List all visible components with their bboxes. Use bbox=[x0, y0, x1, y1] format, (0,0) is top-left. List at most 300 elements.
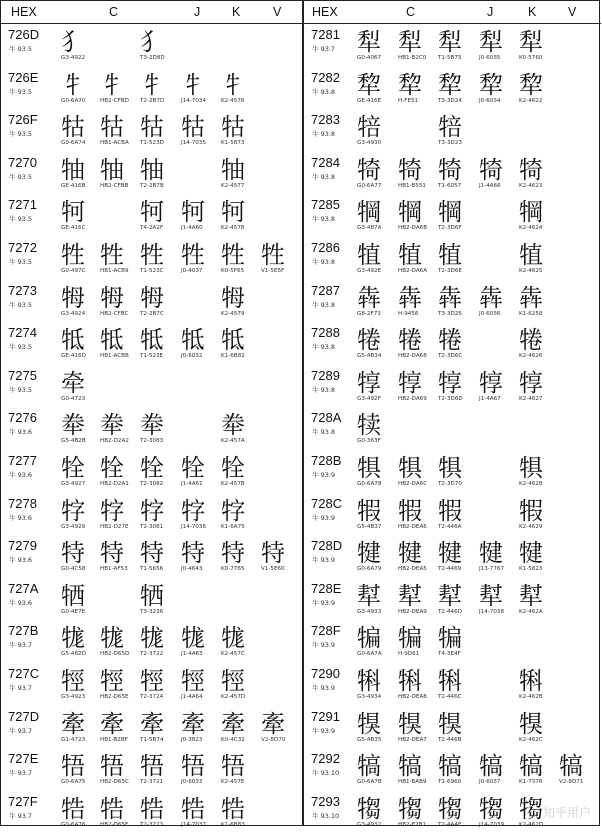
source-code: K2-457E bbox=[221, 779, 245, 786]
glyph: 犎 bbox=[357, 581, 381, 610]
radical-stroke: 牛 93.5 bbox=[9, 87, 33, 96]
glyph-cell bbox=[357, 407, 403, 449]
source-code: T3-3236 bbox=[140, 608, 164, 615]
glyph: 犒 bbox=[438, 752, 462, 781]
glyph-cell bbox=[357, 322, 403, 364]
source-code: HB2-DEA6 bbox=[398, 523, 427, 530]
glyph: 犎 bbox=[398, 581, 422, 610]
j-header: J bbox=[487, 5, 494, 19]
glyph-cell bbox=[519, 706, 565, 748]
glyph-cell bbox=[519, 535, 565, 577]
glyph-cell bbox=[140, 407, 186, 449]
source-code: T2-3722 bbox=[140, 651, 164, 658]
source-code: HB2-DEA5 bbox=[398, 566, 427, 573]
glyph: 牷 bbox=[181, 453, 205, 482]
glyph: 牾 bbox=[61, 752, 85, 781]
glyph: 犅 bbox=[357, 198, 381, 227]
hex-code: 726F bbox=[8, 112, 38, 128]
source-code: H-9D61 bbox=[398, 651, 420, 658]
glyph: 犋 bbox=[398, 453, 422, 482]
source-code: K0-4C32 bbox=[221, 736, 245, 743]
hex-code: 728B bbox=[311, 452, 342, 468]
radical-stroke: 牛 93.6 bbox=[9, 513, 33, 522]
glyph: 犂 bbox=[479, 70, 503, 99]
source-code: G5-4B35 bbox=[357, 736, 382, 743]
glyph-cell bbox=[140, 706, 186, 748]
glyph: 犭 bbox=[140, 28, 164, 56]
source-code: T4-3E4F bbox=[438, 651, 461, 658]
glyph: 犍 bbox=[357, 539, 381, 568]
code-chart-row bbox=[304, 322, 601, 365]
right-chart-column bbox=[304, 1, 601, 828]
glyph-cell bbox=[357, 67, 403, 109]
source-code: K2-457A bbox=[221, 438, 245, 445]
glyph: 牸 bbox=[61, 496, 85, 525]
glyph: 牾 bbox=[181, 752, 205, 781]
glyph-cell bbox=[438, 535, 484, 577]
hex-code: 7275 bbox=[8, 367, 37, 383]
source-code: G0-6A7A bbox=[357, 651, 382, 658]
source-code: G0-6A78 bbox=[357, 480, 382, 487]
source-code: T2-4A4E bbox=[438, 821, 462, 828]
glyph: 犄 bbox=[438, 155, 462, 184]
glyph: 牷 bbox=[140, 453, 164, 482]
hex-code: 727F bbox=[8, 793, 38, 809]
glyph-cell bbox=[140, 748, 186, 790]
source-code: K2-4623 bbox=[519, 182, 543, 189]
hex-code: 7283 bbox=[311, 112, 340, 128]
source-code: GE-416C bbox=[61, 225, 86, 232]
hex-code: 7290 bbox=[311, 665, 340, 681]
source-code: GE-416E bbox=[357, 97, 382, 104]
code-chart-row bbox=[304, 24, 601, 67]
code-chart-row bbox=[304, 280, 601, 323]
radical-stroke: 牛 93.8 bbox=[312, 172, 336, 181]
radical-stroke: 牛 93.9 bbox=[312, 641, 336, 650]
hex-code: 728F bbox=[311, 623, 341, 639]
radical-stroke: 牛 93.8 bbox=[312, 428, 336, 437]
glyph: 特 bbox=[100, 539, 124, 568]
glyph: 犄 bbox=[398, 155, 422, 184]
glyph: 牷 bbox=[61, 453, 85, 482]
glyph-cell bbox=[357, 194, 403, 236]
glyph: 牯 bbox=[140, 113, 164, 142]
glyph: 牵 bbox=[61, 368, 85, 397]
source-code: J0-6032 bbox=[181, 353, 203, 360]
glyph: 牽 bbox=[221, 709, 245, 738]
code-chart-row bbox=[304, 450, 601, 493]
glyph: 牽 bbox=[61, 709, 85, 738]
glyph: 牿 bbox=[100, 794, 124, 823]
source-code: J0-6034 bbox=[479, 97, 501, 104]
hex-code: 7274 bbox=[8, 325, 37, 341]
glyph: 犌 bbox=[438, 496, 462, 525]
source-code: T1-523E bbox=[140, 353, 164, 360]
glyph: 犓 bbox=[479, 794, 503, 823]
source-code: G0-6A70 bbox=[61, 97, 86, 104]
glyph: 牼 bbox=[61, 666, 85, 695]
glyph: 牿 bbox=[140, 794, 164, 823]
glyph: 牱 bbox=[181, 198, 205, 227]
glyph: 牾 bbox=[140, 752, 164, 781]
glyph: 犋 bbox=[438, 453, 462, 482]
hex-code: 727A bbox=[8, 580, 39, 596]
hex-code: 726D bbox=[8, 27, 40, 42]
source-code: K1-6B82 bbox=[221, 353, 245, 360]
source-code: HB2-D65C bbox=[100, 779, 129, 786]
glyph: 牻 bbox=[140, 624, 164, 653]
glyph-cell bbox=[221, 322, 267, 364]
source-code: HB1-ACBB bbox=[100, 353, 129, 360]
source-code: T1-5B74 bbox=[140, 736, 164, 743]
source-code: K1-7376 bbox=[519, 779, 543, 786]
radical-stroke: 牛 93.5 bbox=[9, 257, 33, 266]
code-chart-row bbox=[1, 365, 302, 408]
code-chart-row bbox=[304, 663, 601, 706]
k-header: K bbox=[528, 5, 537, 19]
source-code: G3-4924 bbox=[61, 310, 86, 317]
source-code: HB1-B2BF bbox=[100, 736, 128, 743]
hex-code: 7279 bbox=[8, 538, 37, 554]
glyph-cell bbox=[357, 620, 403, 662]
hex-header: HEX bbox=[312, 5, 338, 19]
glyph: 犍 bbox=[398, 539, 422, 568]
radical-stroke: 牛 93.5 bbox=[9, 300, 33, 309]
source-code: GE-416B bbox=[61, 182, 86, 189]
glyph-cell bbox=[519, 194, 565, 236]
glyph: 犎 bbox=[479, 581, 503, 610]
glyph: 犅 bbox=[519, 198, 543, 227]
glyph: 犭 bbox=[61, 28, 85, 56]
glyph: 犒 bbox=[479, 752, 503, 781]
glyph: 犓 bbox=[438, 794, 462, 823]
glyph: 牽 bbox=[140, 709, 164, 738]
code-chart-row bbox=[304, 706, 601, 749]
radical-stroke: 牛 93.5 bbox=[9, 385, 33, 394]
c-header: C bbox=[406, 5, 416, 19]
source-code: K0-5760 bbox=[519, 55, 543, 61]
glyph: 牴 bbox=[140, 326, 164, 355]
source-code: J0-6036 bbox=[479, 310, 501, 317]
glyph-cell bbox=[438, 194, 484, 236]
code-chart-row bbox=[304, 109, 601, 152]
glyph-cell bbox=[140, 493, 186, 535]
glyph: 牿 bbox=[221, 794, 245, 823]
glyph: 犏 bbox=[398, 624, 422, 653]
glyph-cell bbox=[438, 152, 484, 194]
hex-code: 7291 bbox=[311, 708, 340, 724]
source-code: T1-6960 bbox=[438, 779, 462, 786]
source-code: K2-4624 bbox=[519, 225, 543, 232]
glyph: 犊 bbox=[357, 411, 381, 440]
glyph: 犄 bbox=[479, 155, 503, 184]
glyph-cell bbox=[261, 535, 307, 577]
glyph: 牲 bbox=[221, 240, 245, 269]
source-code: HB2-E2B1 bbox=[398, 821, 427, 828]
code-chart-row bbox=[1, 620, 302, 663]
glyph-cell bbox=[221, 663, 267, 705]
glyph: 牶 bbox=[140, 411, 164, 440]
source-code: K2-4626 bbox=[519, 353, 543, 360]
source-code: HB1-B2C0 bbox=[398, 55, 427, 61]
source-code: T1-6057 bbox=[438, 182, 462, 189]
glyph: 牰 bbox=[140, 155, 164, 184]
glyph: 牴 bbox=[61, 326, 85, 355]
source-code: HB2-DEA7 bbox=[398, 736, 427, 743]
source-code: T2-3083 bbox=[140, 438, 164, 445]
glyph: 牼 bbox=[221, 666, 245, 695]
source-code: J14-7034 bbox=[181, 97, 207, 104]
source-code: V2-8D71 bbox=[559, 779, 584, 786]
source-code: T1-5B75 bbox=[438, 55, 462, 61]
glyph-cell bbox=[140, 663, 186, 705]
glyph-cell bbox=[519, 365, 565, 407]
source-code: T2-2B7D bbox=[140, 97, 165, 104]
source-code: G3-487A bbox=[357, 225, 382, 232]
glyph-cell bbox=[140, 67, 186, 109]
source-code: T2-2B7C bbox=[140, 310, 164, 317]
glyph: 特 bbox=[261, 539, 285, 568]
source-code: HB2-D27E bbox=[100, 523, 129, 530]
glyph: 犈 bbox=[357, 326, 381, 355]
glyph-cell bbox=[357, 578, 403, 620]
glyph: 犇 bbox=[398, 283, 422, 312]
radical-stroke: 牛 93.6 bbox=[9, 428, 33, 437]
code-chart-row bbox=[1, 578, 302, 621]
glyph: 牺 bbox=[140, 581, 164, 610]
glyph-cell bbox=[438, 493, 484, 535]
glyph-cell bbox=[61, 578, 107, 620]
glyph: 犆 bbox=[357, 240, 381, 269]
glyph-cell bbox=[357, 24, 403, 66]
glyph: 牸 bbox=[181, 496, 205, 525]
radical-stroke: 牛 93.7 bbox=[312, 45, 336, 53]
source-code: H-FE51 bbox=[398, 97, 419, 104]
glyph: 犆 bbox=[519, 240, 543, 269]
source-code: T2-446C bbox=[438, 693, 462, 700]
right-row-list bbox=[304, 24, 601, 833]
code-chart-row bbox=[304, 535, 601, 578]
glyph: 牽 bbox=[100, 709, 124, 738]
glyph: 牽 bbox=[261, 709, 285, 738]
source-code: K1-5823 bbox=[519, 566, 543, 573]
source-code: V1-5E60 bbox=[261, 566, 285, 573]
glyph: 犐 bbox=[398, 666, 422, 695]
source-code: G0-6A74 bbox=[61, 140, 86, 147]
hex-code: 7273 bbox=[8, 282, 37, 298]
glyph-cell bbox=[438, 24, 484, 66]
glyph: 犐 bbox=[519, 666, 543, 695]
radical-stroke: 牛 93.8 bbox=[312, 343, 336, 352]
source-code: HB2-DA68 bbox=[398, 353, 427, 360]
source-code: K1-6A75 bbox=[221, 523, 245, 530]
source-code: G0-4067 bbox=[357, 55, 382, 61]
glyph: 牶 bbox=[100, 411, 124, 440]
source-code: G3-4932 bbox=[357, 821, 382, 828]
hex-code: 727D bbox=[8, 708, 40, 724]
glyph: 犃 bbox=[438, 113, 462, 142]
source-code: T1-5656 bbox=[140, 566, 164, 573]
glyph: 牳 bbox=[221, 283, 245, 312]
glyph-cell bbox=[438, 663, 484, 705]
source-code: J0-6035 bbox=[479, 55, 501, 61]
glyph: 牶 bbox=[221, 411, 245, 440]
source-code: HB1-BAB9 bbox=[398, 779, 427, 786]
source-code: HB1-AF53 bbox=[100, 566, 128, 573]
source-code: T3-3D25 bbox=[438, 310, 462, 317]
glyph-cell bbox=[221, 620, 267, 662]
source-code: J14-7036 bbox=[181, 523, 207, 530]
glyph: 牜 bbox=[61, 70, 85, 99]
radical-stroke: 牛 93.7 bbox=[9, 811, 33, 820]
source-code: J13-7767 bbox=[479, 566, 505, 573]
source-code: T2-2B7B bbox=[140, 182, 164, 189]
code-chart-row bbox=[304, 493, 601, 536]
hex-code: 7285 bbox=[311, 197, 340, 213]
glyph-cell bbox=[221, 67, 267, 109]
glyph: 犒 bbox=[559, 752, 583, 781]
radical-stroke: 牛 93.8 bbox=[312, 300, 336, 309]
glyph-cell bbox=[438, 706, 484, 748]
source-code: K2-4576 bbox=[221, 97, 245, 104]
glyph: 牱 bbox=[61, 198, 85, 227]
source-code: K1-5873 bbox=[221, 140, 245, 147]
glyph: 犂 bbox=[357, 70, 381, 99]
hex-code: 726E bbox=[8, 69, 39, 85]
source-code: G3-4930 bbox=[357, 140, 382, 147]
source-code: HB1-ACBA bbox=[100, 140, 129, 147]
v-header: V bbox=[568, 5, 577, 19]
source-code: HB2-DA6B bbox=[398, 225, 428, 232]
source-code: T1-523D bbox=[140, 140, 164, 147]
radical-stroke: 牛 93.5 bbox=[9, 343, 33, 352]
source-code: G5-4B34 bbox=[357, 353, 382, 360]
glyph: 犉 bbox=[519, 368, 543, 397]
glyph: 犈 bbox=[519, 326, 543, 355]
glyph: 犁 bbox=[398, 28, 422, 56]
glyph: 犋 bbox=[519, 453, 543, 482]
glyph: 牿 bbox=[181, 794, 205, 823]
glyph: 牷 bbox=[221, 453, 245, 482]
glyph: 特 bbox=[140, 539, 164, 568]
glyph: 牯 bbox=[100, 113, 124, 142]
glyph: 牯 bbox=[181, 113, 205, 142]
source-code: HB2-DA6A bbox=[398, 267, 428, 274]
glyph: 犉 bbox=[438, 368, 462, 397]
radical-stroke: 牛 93.8 bbox=[312, 215, 336, 224]
source-code: T3-3D24 bbox=[438, 97, 462, 104]
k-header: K bbox=[232, 5, 241, 19]
glyph: 犐 bbox=[357, 666, 381, 695]
glyph-cell bbox=[438, 365, 484, 407]
glyph: 犓 bbox=[398, 794, 422, 823]
glyph: 犑 bbox=[357, 709, 381, 738]
glyph-cell bbox=[221, 152, 267, 194]
glyph: 牻 bbox=[100, 624, 124, 653]
glyph: 犇 bbox=[438, 283, 462, 312]
radical-stroke: 牛 93.8 bbox=[312, 87, 336, 96]
glyph-cell bbox=[519, 24, 565, 66]
glyph-cell bbox=[221, 194, 267, 236]
hex-code: 728D bbox=[311, 538, 343, 554]
hex-header: HEX bbox=[11, 5, 37, 19]
glyph: 牳 bbox=[61, 283, 85, 312]
glyph: 犇 bbox=[357, 283, 381, 312]
glyph: 犍 bbox=[479, 539, 503, 568]
glyph-cell bbox=[438, 791, 484, 833]
hex-code: 7271 bbox=[8, 197, 37, 213]
source-code: HB1-ACB9 bbox=[100, 267, 129, 274]
source-code: G0-6A75 bbox=[61, 779, 86, 786]
source-code: J0-6033 bbox=[181, 779, 203, 786]
glyph-cell bbox=[221, 791, 267, 833]
source-code: T2-3D70 bbox=[438, 480, 462, 487]
glyph-cell bbox=[519, 237, 565, 279]
hex-code: 7293 bbox=[311, 793, 340, 809]
glyph: 牲 bbox=[61, 240, 85, 269]
glyph: 犁 bbox=[479, 28, 503, 56]
glyph-cell bbox=[357, 663, 403, 705]
column-header bbox=[1, 1, 302, 24]
glyph: 牲 bbox=[181, 240, 205, 269]
source-code: HB1-B551 bbox=[398, 182, 426, 189]
glyph: 牽 bbox=[181, 709, 205, 738]
source-code: G3-4922 bbox=[61, 55, 86, 61]
glyph: 犌 bbox=[398, 496, 422, 525]
source-code: G0-497C bbox=[61, 267, 86, 274]
code-chart-row bbox=[1, 322, 302, 365]
source-code: HB2-DEA9 bbox=[398, 608, 427, 615]
source-code: K1-6B83 bbox=[221, 821, 245, 828]
code-chart-row bbox=[1, 67, 302, 110]
source-code: T2-3D6D bbox=[438, 395, 463, 402]
glyph: 犎 bbox=[438, 581, 462, 610]
source-code: K2-457D bbox=[221, 693, 246, 700]
source-code: T3-3D23 bbox=[438, 140, 462, 147]
glyph-cell bbox=[357, 152, 403, 194]
glyph-cell bbox=[261, 706, 307, 748]
glyph: 犅 bbox=[398, 198, 422, 227]
glyph: 犌 bbox=[519, 496, 543, 525]
j-header: J bbox=[194, 5, 201, 19]
source-code: T2-3721 bbox=[140, 779, 164, 786]
source-code: HB2-D65E bbox=[100, 693, 129, 700]
source-code: K0-5F65 bbox=[221, 267, 245, 274]
glyph: 犉 bbox=[357, 368, 381, 397]
glyph-cell bbox=[140, 237, 186, 279]
hex-code: 7292 bbox=[311, 751, 340, 767]
glyph-cell bbox=[438, 109, 484, 151]
glyph: 特 bbox=[181, 539, 205, 568]
glyph: 牯 bbox=[61, 113, 85, 142]
glyph-cell bbox=[357, 450, 403, 492]
glyph-cell bbox=[61, 24, 107, 66]
glyph-cell bbox=[140, 152, 186, 194]
radical-stroke: 牛 93.9 bbox=[312, 598, 336, 607]
glyph-cell bbox=[357, 365, 403, 407]
source-code: K2-4627 bbox=[519, 395, 543, 402]
source-code: J14-7039 bbox=[479, 821, 505, 828]
glyph: 犆 bbox=[438, 240, 462, 269]
glyph: 牜 bbox=[221, 70, 245, 99]
glyph: 犓 bbox=[519, 794, 543, 823]
glyph-cell bbox=[221, 450, 267, 492]
code-chart-row bbox=[1, 663, 302, 706]
glyph-cell bbox=[357, 493, 403, 535]
source-code: K2-4625 bbox=[519, 267, 543, 274]
glyph: 牲 bbox=[140, 240, 164, 269]
hex-code: 7286 bbox=[311, 239, 340, 255]
